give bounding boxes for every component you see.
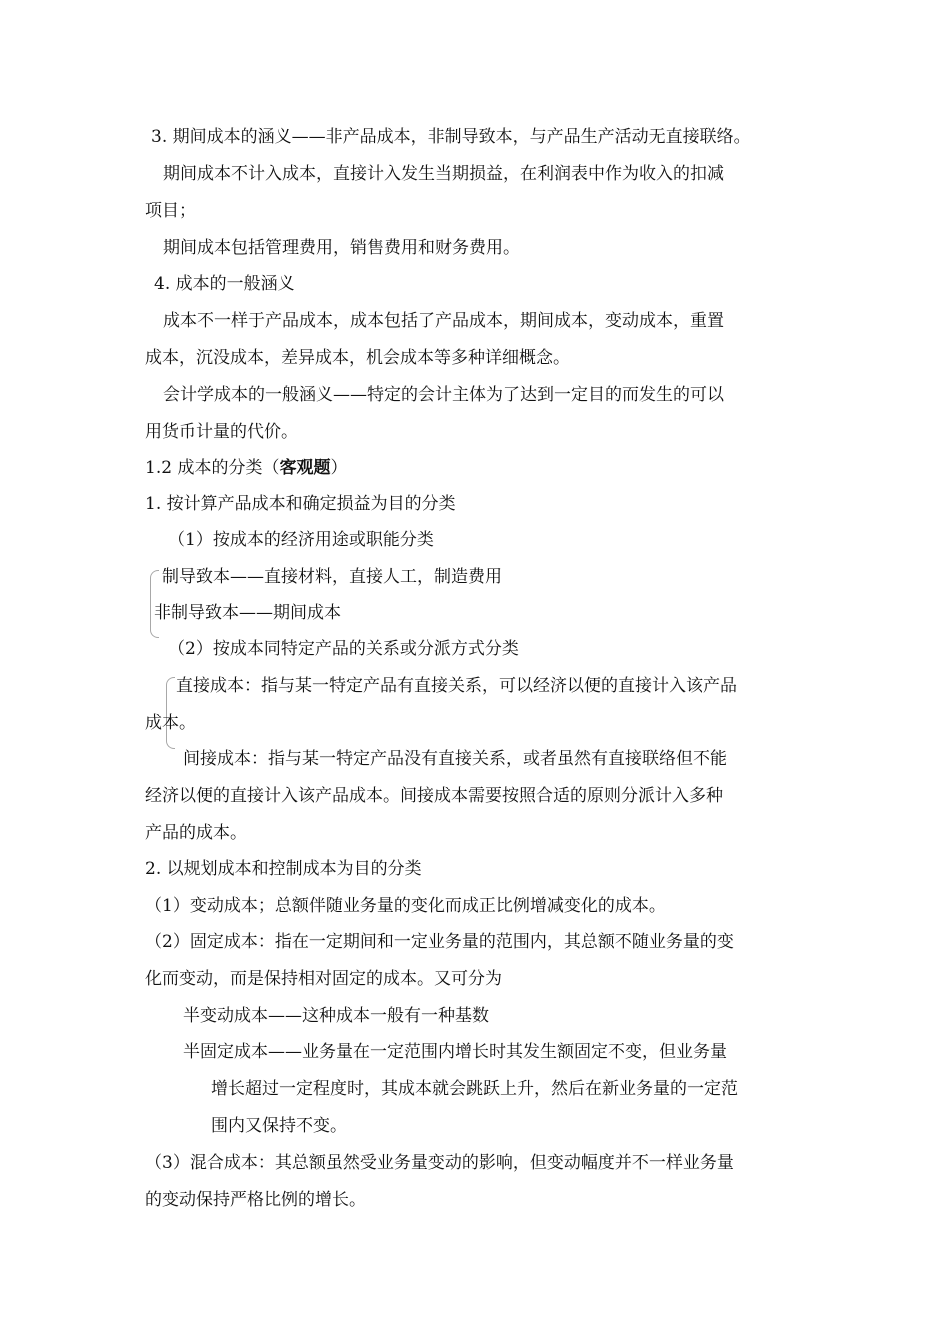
text-line: 成本，沉没成本，差异成本，机会成本等多种详细概念。 bbox=[145, 348, 570, 368]
text-line: 会计学成本的一般涵义——特定的会计主体为了达到一定目的而发生的可以 bbox=[163, 385, 724, 405]
text-line: （2）固定成本：指在一定期间和一定业务量的范围内，其总额不随业务量的变 bbox=[145, 932, 734, 952]
text-line: （2）按成本同特定产品的关系或分派方式分类 bbox=[168, 639, 519, 659]
text-line: 成本。 bbox=[145, 713, 196, 733]
text-line: 间接成本：指与某一特定产品没有直接关系，或者虽然有直接联络但不能 bbox=[183, 749, 727, 769]
text-line: （1）变动成本；总额伴随业务量的变化而成正比例增减变化的成本。 bbox=[145, 896, 666, 916]
text-line: 化而变动，而是保持相对固定的成本。又可分为 bbox=[145, 969, 502, 989]
text-line: 围内又保持不变。 bbox=[211, 1116, 347, 1136]
text-line: 期间成本包括管理费用，销售费用和财务费用。 bbox=[163, 238, 520, 258]
text-line: 期间成本不计入成本，直接计入发生当期损益，在利润表中作为收入的扣减 bbox=[163, 164, 724, 184]
text-line: 直接成本：指与某一特定产品有直接关系，可以经济以便的直接计入该产品 bbox=[176, 676, 737, 696]
text-line: 增长超过一定程度时，其成本就会跳跃上升，然后在新业务量的一定范 bbox=[211, 1079, 738, 1099]
text-line: 用货币计量的代价。 bbox=[145, 422, 298, 442]
text-line: 1. 按计算产品成本和确定损益为目的分类 bbox=[145, 494, 456, 514]
text-line: （1）按成本的经济用途或职能分类 bbox=[168, 530, 434, 550]
text-line: （3）混合成本：其总额虽然受业务量变动的影响，但变动幅度并不一样业务量 bbox=[145, 1153, 734, 1173]
text-line: 3. 期间成本的涵义——非产品成本，非制导致本，与产品生产活动无直接联络。 bbox=[151, 127, 751, 147]
text-line: 项目； bbox=[145, 201, 196, 221]
heading-close: ） bbox=[330, 458, 348, 478]
text-line: 成本不一样于产品成本，成本包括了产品成本，期间成本，变动成本，重置 bbox=[163, 311, 724, 331]
text-line: 半变动成本——这种成本一般有一种基数 bbox=[183, 1006, 489, 1026]
text-line: 经济以便的直接计入该产品成本。间接成本需要按照合适的原则分派计入多种 bbox=[145, 786, 723, 806]
section-heading: 4. 成本的一般涵义 bbox=[154, 274, 295, 294]
text-line: 半固定成本——业务量在一定范围内增长时其发生额固定不变，但业务量 bbox=[183, 1042, 727, 1062]
section-heading bbox=[145, 456, 347, 480]
text-line: 的变动保持严格比例的增长。 bbox=[145, 1190, 366, 1210]
heading-emphasis: 客观题 bbox=[279, 458, 331, 478]
text-line: 产品的成本。 bbox=[145, 823, 247, 843]
heading-text: 1.2 成本的分类（ bbox=[145, 458, 280, 478]
text-line: 非制导致本——期间成本 bbox=[154, 603, 341, 623]
text-line: 制导致本——直接材料，直接人工，制造费用 bbox=[162, 567, 502, 587]
text-line: 2. 以规划成本和控制成本为目的分类 bbox=[145, 859, 422, 879]
